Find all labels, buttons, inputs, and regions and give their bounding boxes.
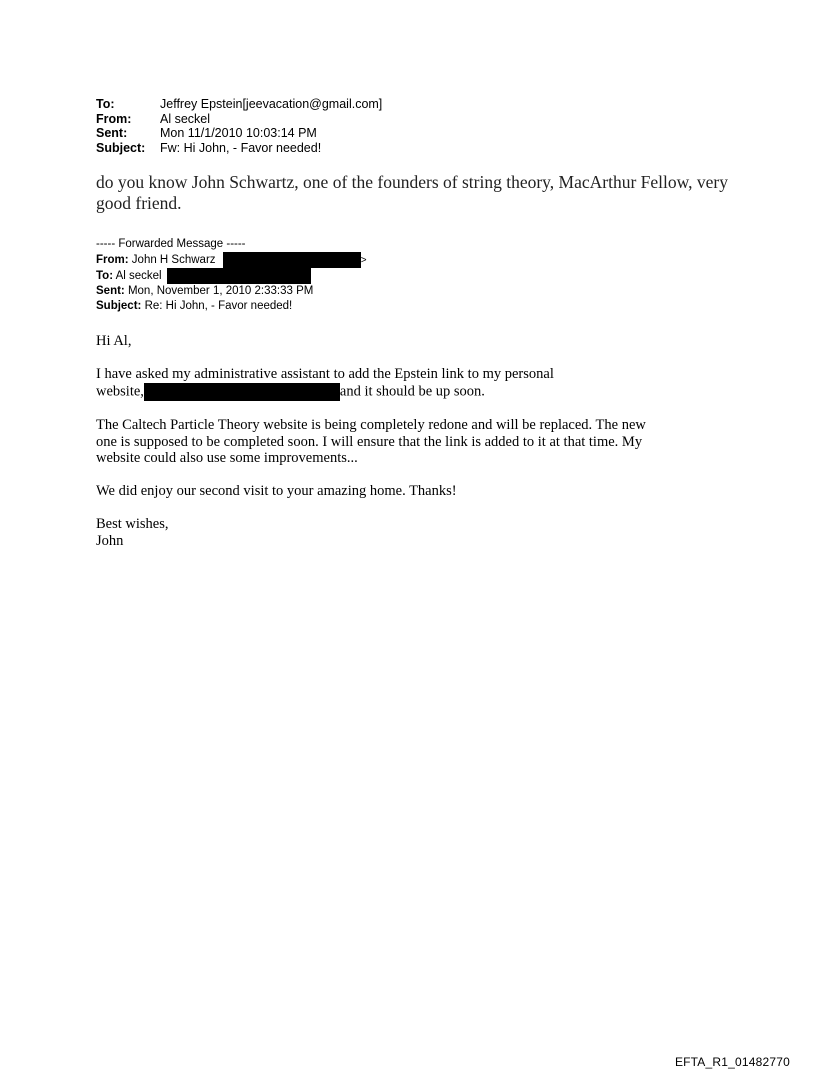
header-to-label: To: bbox=[96, 97, 115, 111]
forwarded-sent-value: Mon, November 1, 2010 2:33:33 PM bbox=[127, 285, 314, 298]
intro-paragraph: do you know John Schwartz, one of the founders of string theory, MacArthur Fellow, very good friend. bbox=[96, 172, 728, 213]
forwarded-from-suffix: > bbox=[360, 254, 367, 266]
forwarded-from-row bbox=[96, 252, 367, 269]
header-subject-row bbox=[96, 141, 382, 156]
header-from-row bbox=[96, 112, 382, 127]
header-to-row bbox=[96, 97, 382, 112]
forwarded-sent-label: Sent: bbox=[96, 285, 125, 298]
header-sent-label: Sent: bbox=[96, 126, 128, 140]
forwarded-separator: ----- Forwarded Message ----- bbox=[96, 238, 246, 250]
header-subject-value: Fw: Hi John, - Favor needed! bbox=[160, 140, 322, 155]
body-paragraph-1 bbox=[96, 366, 656, 401]
website-trailing-text: and it should be up soon. bbox=[339, 382, 485, 399]
header-to-value: Jeffrey Epstein[jeevacation@gmail.com] bbox=[160, 97, 383, 111]
header-from-label: From: bbox=[96, 111, 132, 126]
header-subject-label: Subject: bbox=[96, 140, 146, 155]
body-paragraph-3: We did enjoy our second visit to your amazing home. Thanks! bbox=[96, 483, 457, 499]
forwarded-to-row bbox=[96, 268, 367, 284]
greeting: Hi Al, bbox=[96, 333, 132, 349]
signature: John bbox=[96, 532, 124, 549]
redaction-block bbox=[167, 268, 311, 284]
forwarded-from-value: John H Schwarz bbox=[131, 253, 216, 266]
header-sent-value: Mon 11/1/2010 10:03:14 PM bbox=[160, 126, 317, 140]
forwarded-from-label: From: bbox=[96, 253, 129, 266]
forwarded-subject-value: Re: Hi John, - Favor needed! bbox=[144, 299, 293, 312]
body-paragraph-1-line-1: I have asked my administrative assistant to add the Epstein link to my personal bbox=[96, 366, 554, 382]
body-paragraph-2: The Caltech Particle Theory website is being completely redone and will be replaced. The new one is supposed to be completed soon. I will ensure that the link is added to it at that time. My website could also use some improvements... bbox=[96, 417, 646, 466]
forwarded-to-label: To: bbox=[96, 270, 114, 283]
forwarded-to-value: Al seckel bbox=[115, 270, 162, 283]
forwarded-header bbox=[96, 237, 367, 313]
website-label: website, bbox=[96, 382, 144, 399]
document-id: EFTA_R1_01482770 bbox=[674, 1055, 790, 1069]
redaction-block bbox=[223, 252, 361, 268]
header-sent-row bbox=[96, 126, 382, 141]
message-body bbox=[96, 333, 656, 549]
forwarded-sent-row bbox=[96, 284, 367, 299]
forwarded-subject-label: Subject: bbox=[96, 299, 142, 312]
forwarded-subject-row bbox=[96, 299, 367, 314]
header-from-value: Al seckel bbox=[160, 111, 211, 126]
redaction-block bbox=[144, 383, 340, 401]
email-header bbox=[96, 97, 382, 155]
closing: Best wishes, bbox=[96, 516, 169, 532]
body-paragraph-1-line-2 bbox=[96, 383, 656, 401]
